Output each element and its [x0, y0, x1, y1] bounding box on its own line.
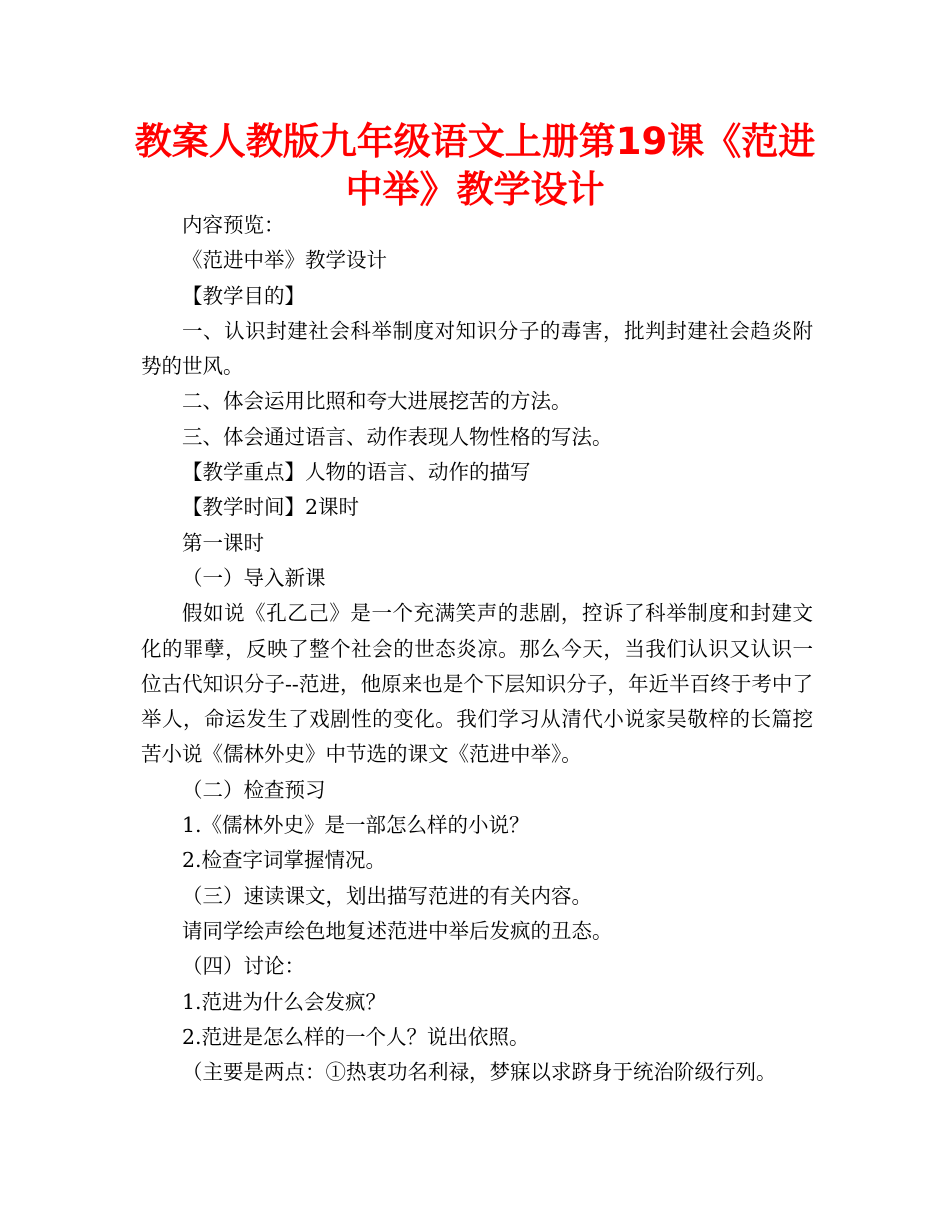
document-body [141, 208, 813, 1090]
paragraph: 2.检查字词掌握情况。 [182, 848, 387, 873]
paragraph: （四）讨论： [182, 954, 305, 979]
paragraph: 【教学重点】人物的语言、动作的描写 [182, 460, 531, 485]
document-title: 教案人教版九年级语文上册第19课《范进中举》教学设计 [134, 120, 816, 211]
paragraph: 《范进中举》教学设计 [182, 248, 387, 273]
paragraph: 1.《儒林外史》是一部怎么样的小说？ [182, 813, 530, 838]
paragraph: 内容预览： [182, 213, 285, 237]
paragraph: （主要是两点：①热衷功名利禄，梦寐以求跻身于统治阶级行列。 [182, 1060, 777, 1085]
paragraph: 请同学绘声绘色地复述范进中举后发疯的丑态。 [182, 918, 613, 943]
paragraph: （二）检查预习 [182, 777, 326, 802]
paragraph: 假如说《孔乙己》是一个充满笑声的悲剧，控诉了科举制度和封建文化的罪孽，反映了整个社会的世态炎凉。那么今天，当我们认识又认识一位古代知识分子--范进，他原来也是个下层知识分子，年近半百终于考中了举人，命运发生了戏剧性的变化。我们学习从清代小说家吴敬梓的长篇挖苦小说《儒林外史》中节选的课文《范进中举》。 [141, 601, 813, 767]
paragraph: 一、认识封建社会科举制度对知识分子的毒害，批判封建社会趋炎附势的世风。 [141, 318, 813, 379]
paragraph: 三、体会通过语言、动作表现人物性格的写法。 [182, 424, 613, 449]
paragraph: 第一课时 [182, 530, 264, 555]
paragraph: （一）导入新课 [182, 565, 326, 590]
paragraph: 2.范进是怎么样的一个人？说出依照。 [182, 1024, 530, 1049]
paragraph: 【教学时间】2课时 [182, 495, 360, 520]
paragraph: 1.范进为什么会发疯？ [182, 989, 387, 1014]
paragraph: 二、体会运用比照和夸大进展挖苦的方法。 [182, 389, 572, 414]
paragraph: （三）速读课文，划出描写范进的有关内容。 [182, 883, 592, 908]
paragraph: 【教学目的】 [182, 283, 305, 308]
